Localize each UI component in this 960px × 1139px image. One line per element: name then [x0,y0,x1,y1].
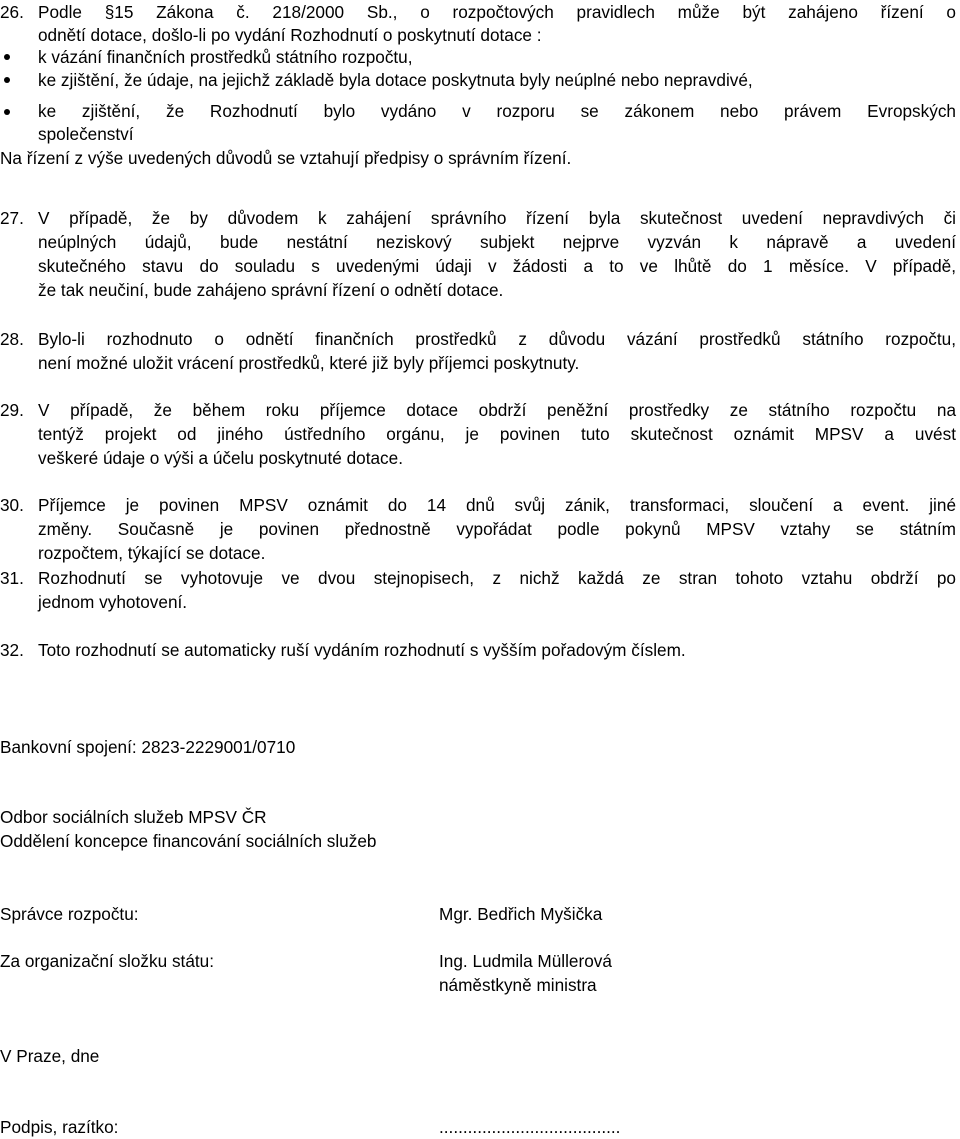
item-31-line-1: Rozhodnutí se vyhotovuje ve dvou stejnopisech, z nichž každá ze stran tohoto vztahu obdrží po [38,568,956,588]
budget-admin-label: Správce rozpočtu: [0,904,139,924]
item-32-line-1: Toto rozhodnutí se automaticky ruší vydáním rozhodnutí s vyšším pořadovým číslem. [38,640,686,660]
item-29-line-3: veškeré údaje o výši a účelu poskytnuté dotace. [38,448,403,468]
bank-connection: Bankovní spojení: 2823-2229001/0710 [0,737,296,757]
item-26-bullet-2: ke zjištění, že údaje, na jejichž základě byla dotace poskytnuta byly neúplné nebo nepravdivé, [38,70,753,90]
item-27-line-3: skutečného stavu do souladu s uvedenými údaji v žádosti a to ve lhůtě do 1 měsíce. V případě, [38,256,956,276]
item-27-number: 27. [0,208,24,228]
item-31-number: 31. [0,568,24,588]
department-line-1: Odbor sociálních služeb MPSV ČR [0,807,267,827]
item-32-number: 32. [0,640,24,660]
org-name: Ing. Ludmila Müllerová [439,951,612,971]
bullet-icon [4,54,10,60]
item-29-line-2: tentýž projekt od jiného ústředního orgánu, je povinen tuto skutečnost oznámit MPSV a uvést [38,424,956,444]
bullet-icon [4,77,10,83]
item-28-line-2: není možné uložit vrácení prostředků, které již byly příjemci poskytnuty. [38,353,580,373]
org-label: Za organizační složku státu: [0,951,214,971]
budget-admin-name: Mgr. Bedřich Myšička [439,904,603,924]
item-28-number: 28. [0,329,24,349]
signature-dots: ...................................... [439,1117,621,1137]
item-28-line-1: Bylo-li rozhodnuto o odnětí finančních prostředků z důvodu vázání prostředků státního rozpočtu, [38,329,956,349]
item-31-line-2: jednom vyhotovení. [38,592,188,612]
item-29-number: 29. [0,400,24,420]
item-27-line-1: V případě, že by důvodem k zahájení správního řízení byla skutečnost uvedení nepravdivých či [38,208,956,228]
item-26-number: 26. [0,2,24,22]
item-30-line-3: rozpočtem, týkající se dotace. [38,543,266,563]
item-26-bullet-3-cont: společenství [38,124,134,144]
place-date: V Praze, dne [0,1046,100,1066]
item-27-line-2: neúplných údajů, bude nestátní neziskový subjekt nejprve vyzván k nápravě a uvedení [38,232,956,252]
org-title: náměstkyně ministra [439,975,597,995]
item-26-line-2: odnětí dotace, došlo-li po vydání Rozhodnutí o poskytnutí dotace : [38,25,542,45]
bullet-icon [4,109,10,115]
item-30-line-2: změny. Současně je povinen přednostně vypořádat podle pokynů MPSV vztahy se státním [38,519,956,539]
item-26-bullet-1: k vázání finančních prostředků státního rozpočtu, [38,47,413,67]
item-30-number: 30. [0,495,24,515]
item-27-line-4: že tak neučiní, bude zahájeno správní řízení o odnětí dotace. [38,280,504,300]
item-29-line-1: V případě, že během roku příjemce dotace obdrží peněžní prostředky ze státního rozpočtu na [38,400,956,420]
signature-stamp-label: Podpis, razítko: [0,1117,119,1137]
item-26-bullet-3: ke zjištění, že Rozhodnutí bylo vydáno v rozporu se zákonem nebo právem Evropských [38,101,956,121]
department-line-2: Oddělení koncepce financování sociálních služeb [0,831,377,851]
item-26-closing: Na řízení z výše uvedených důvodů se vztahují předpisy o správním řízení. [0,148,572,168]
item-26-line-1: Podle §15 Zákona č. 218/2000 Sb., o rozpočtových pravidlech může být zahájeno řízení o [38,2,956,22]
item-30-line-1: Příjemce je povinen MPSV oznámit do 14 dnů svůj zánik, transformaci, sloučení a event. jiné [38,495,956,515]
